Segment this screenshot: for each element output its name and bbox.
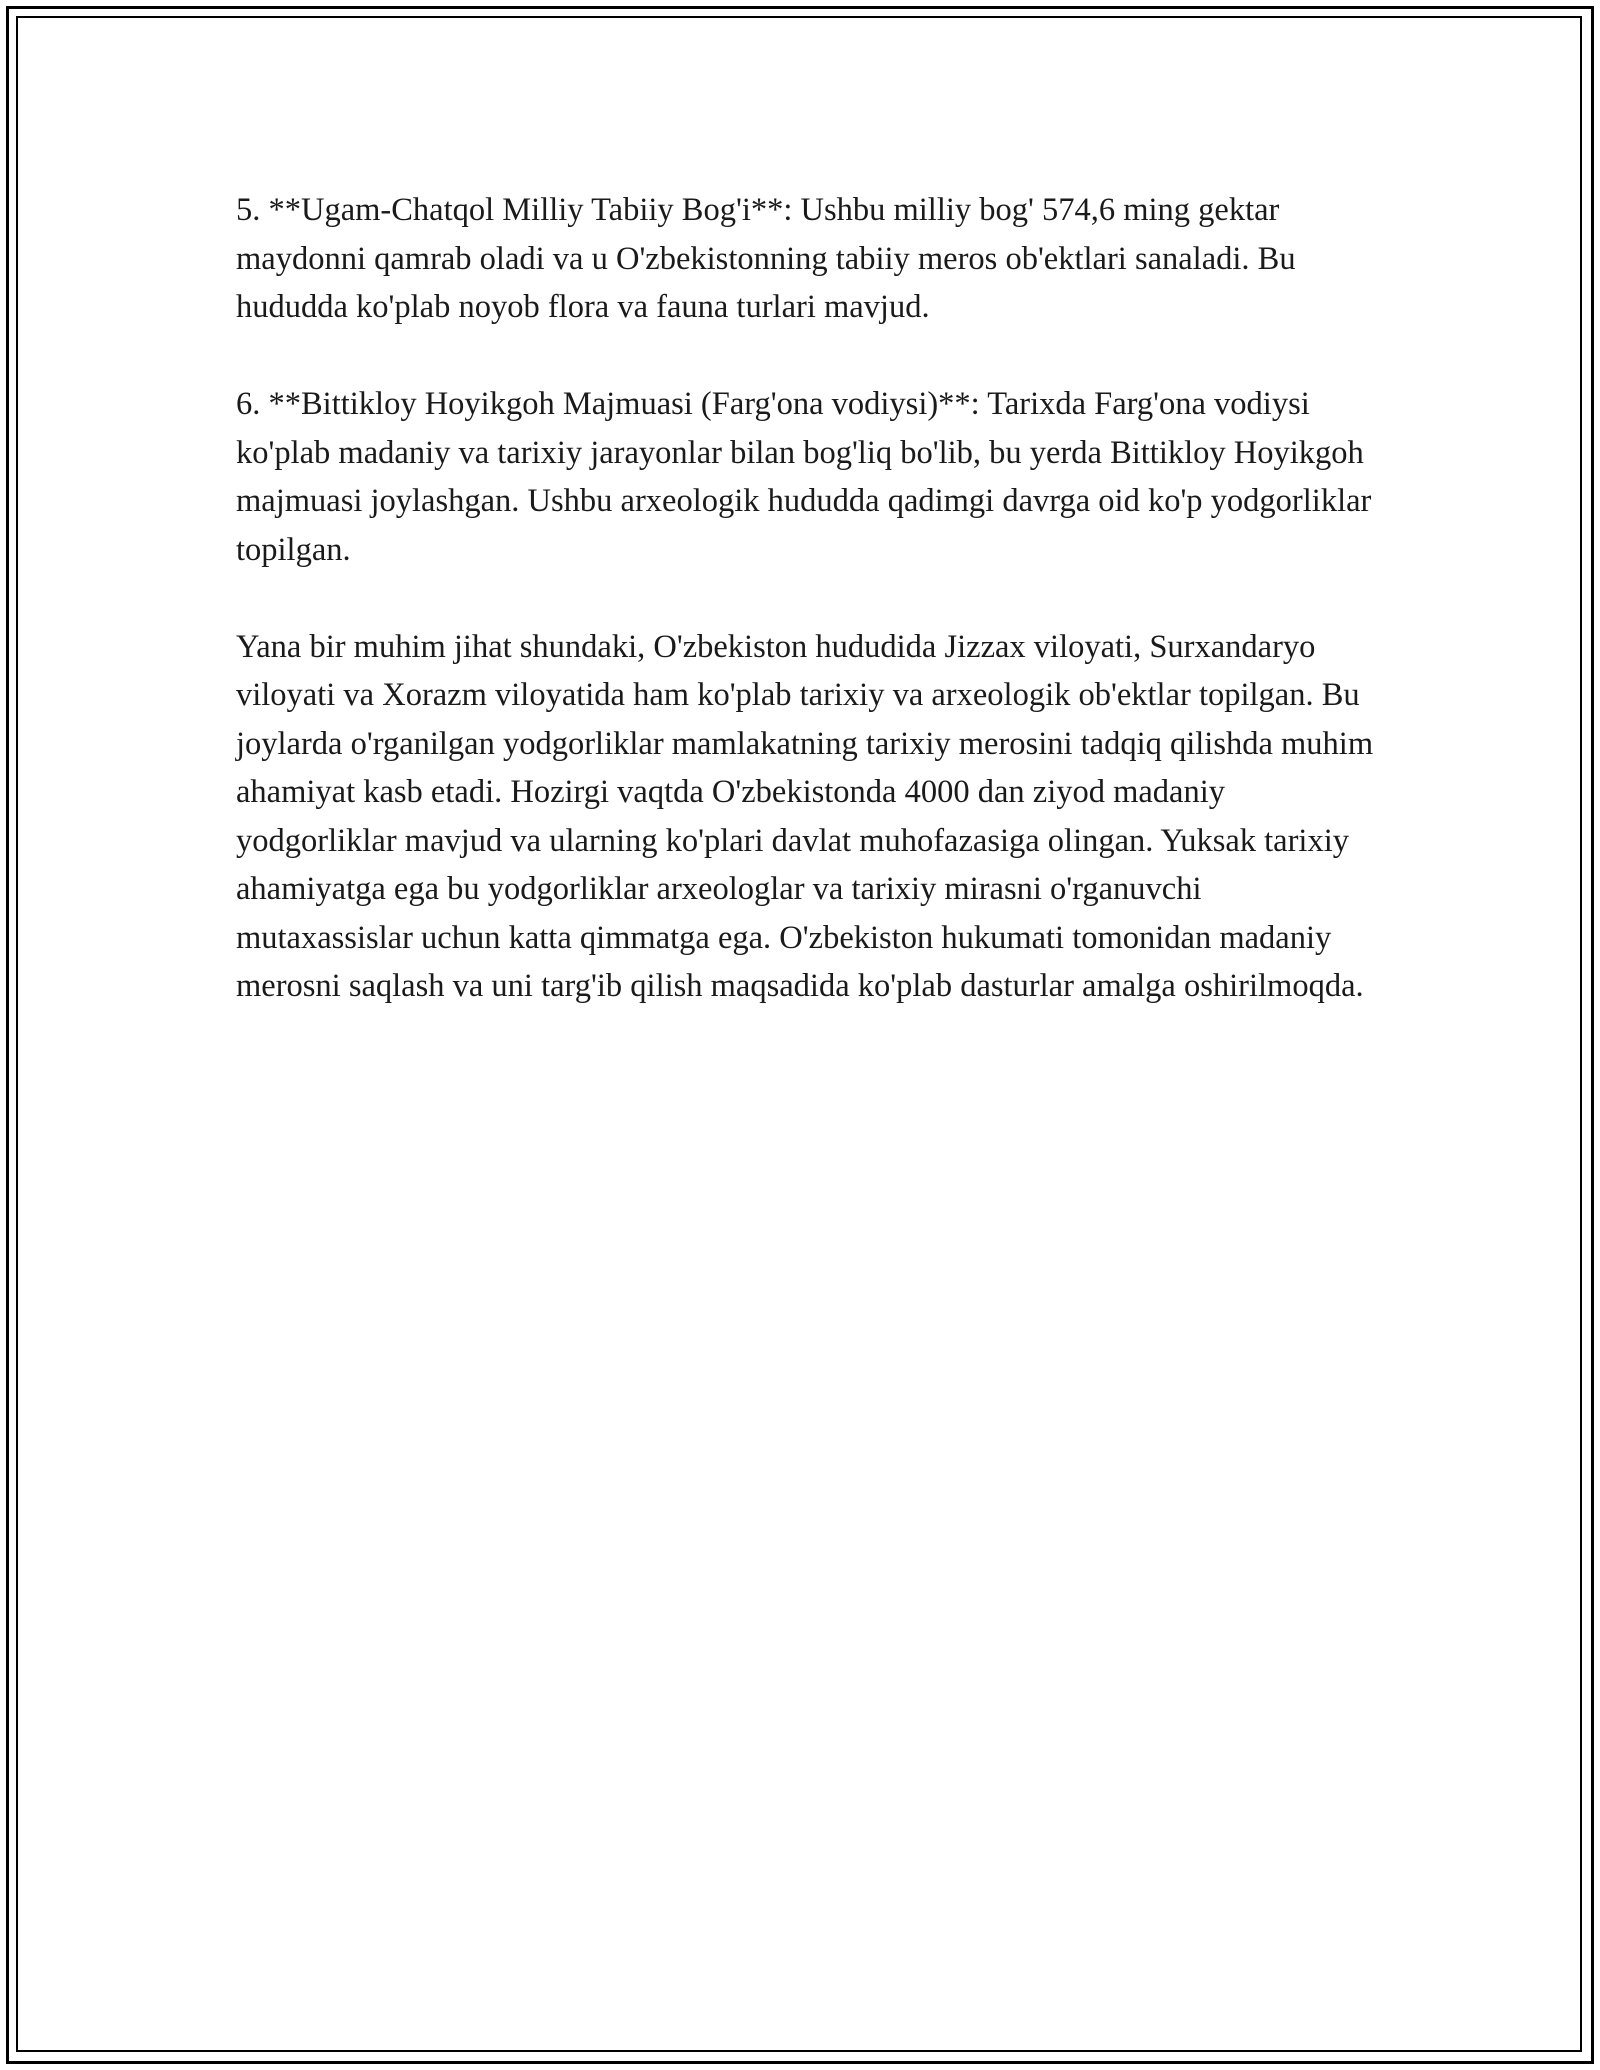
paragraph-bittikloy: 6. **Bittikloy Hoyikgoh Majmuasi (Farg'ona vodiysi)**: Tarixda Farg'ona vodiysi ko'plab madaniy va tarixiy jarayonlar bilan bog'liq bo'lib, bu yerda Bittikloy Hoyikgoh majmuasi joylashgan. Ushbu arxeologik hududda qadimgi davrga oid ko'p yodgorliklar topilgan. [236,386,1372,568]
paragraph-summary: Yana bir muhim jihat shundaki, O'zbekiston hududida Jizzax viloyati, Surxandaryo viloyati va Xorazm viloyatida ham ko'plab tarixiy va arxeologik ob'ektlar topilgan. Bu joylarda o'rganilgan yodgorliklar mamlakatning tarixiy merosini tadqiq qilishda muhim ahamiyat kasb etadi. Hozirgi vaqtda O'zbekistonda 4000 dan ziyod madaniy yodgorliklar mavjud va ularning ko'plari davlat muhofazasiga olingan. Yuksak tarixiy ahamiyatga ega bu yodgorliklar arxeologlar va tarixiy mirasni o'rganuvchi mutaxassislar uchun katta qimmatga ega. O'zbekiston hukumati tomonidan madaniy merosni saqlash va uni targ'ib qilish maqsadida ko'plab dasturlar amalga oshirilmoqda. [236,628,1374,1004]
paragraph-ugam-chatqol: 5. **Ugam-Chatqol Milliy Tabiiy Bog'i**: Ushbu milliy bog' 574,6 ming gektar maydonni qamrab oladi va u O'zbekistonning tabiiy meros ob'ektlari sanaladi. Bu hududda ko'plab noyob flora va fauna turlari mavjud. [236,192,1296,325]
document-body [236,186,1376,1059]
